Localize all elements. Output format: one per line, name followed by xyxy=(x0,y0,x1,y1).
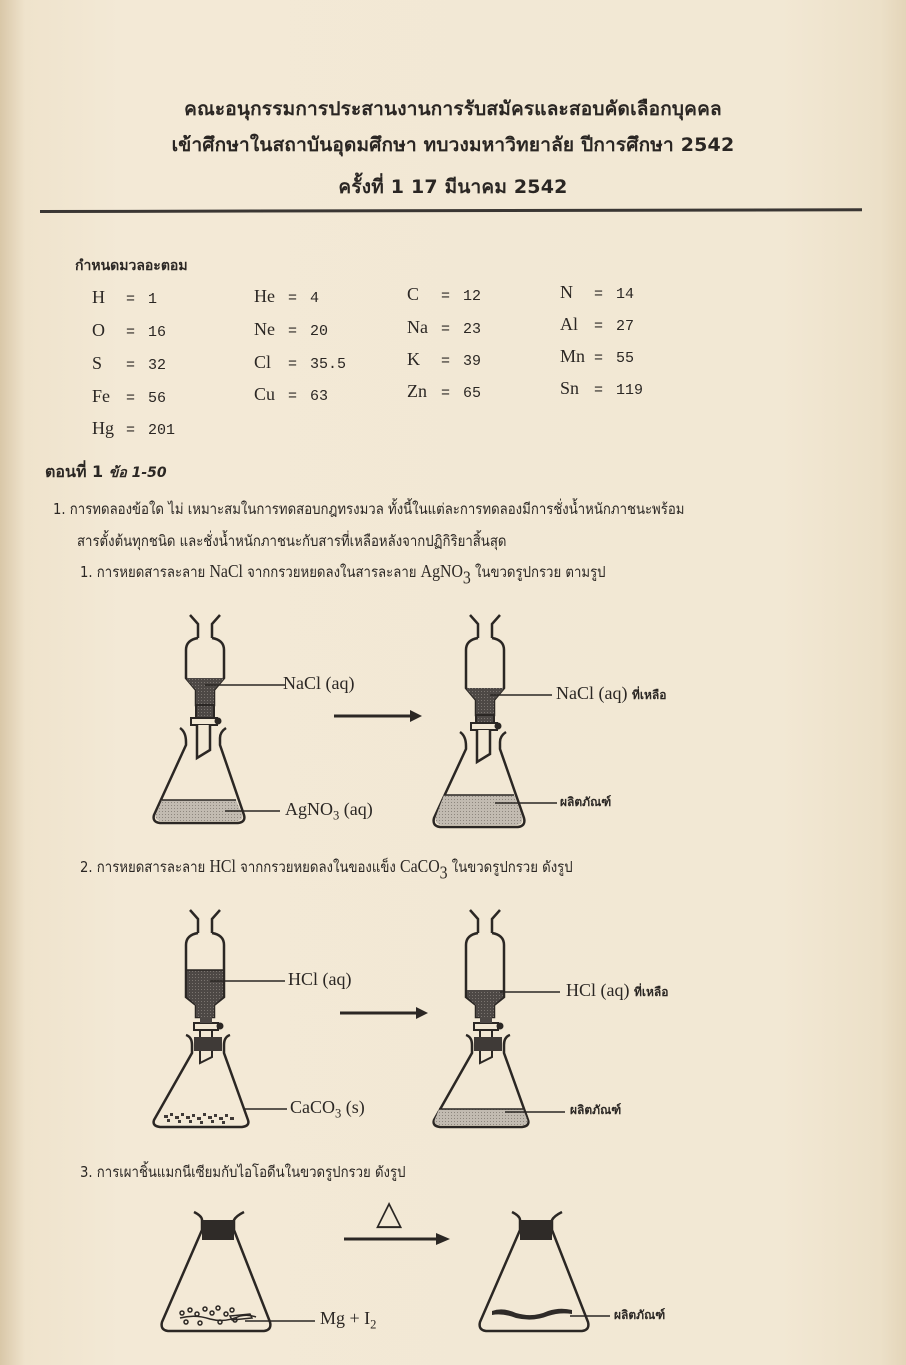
flask-product-after-icon xyxy=(478,1210,598,1340)
mass-entry: He = 4 xyxy=(254,286,320,307)
leader-line xyxy=(500,991,560,993)
mass-entry: Cu = 63 xyxy=(254,384,329,405)
reaction-arrow-icon xyxy=(340,1006,430,1020)
label-product: ผลิตภัณฑ์ xyxy=(614,1308,666,1322)
leader-line xyxy=(210,980,285,982)
heat-triangle-icon: △ xyxy=(376,1193,403,1233)
part-range: ข้อ 1-50 xyxy=(108,465,167,481)
mass-entry: N = 14 xyxy=(560,282,635,303)
label-hcl-remaining: HCl (aq) ที่เหลือ xyxy=(566,980,669,1000)
part-title: ตอนที่ 1 xyxy=(45,462,104,481)
reaction-arrow-icon xyxy=(334,709,424,723)
label-product: ผลิตภัณฑ์ xyxy=(560,795,612,809)
label-mg-i2: $Mg + I_2$ xyxy=(320,1308,377,1332)
leader-line xyxy=(570,1315,610,1317)
funnel-flask-caco3-after-icon xyxy=(430,905,570,1130)
leader-line xyxy=(225,810,280,812)
option-1-text: 1. การหยดสารละลาย NaCl จากกรวยหยดลงในสารละลาย AgNO$_3$ ในขวดรูปกรวย ตามรูป xyxy=(80,561,606,588)
mass-entry: Zn = 65 xyxy=(407,381,482,402)
header-line-2: เข้าศึกษาในสถาบันอุดมศึกษา ทบวงมหาวิทยาลัย ปีการศึกษา 2542 xyxy=(171,134,735,156)
mass-entry: C = 12 xyxy=(407,284,482,305)
mass-entry: H = 1 xyxy=(92,287,158,308)
reaction-arrow-icon xyxy=(344,1232,452,1246)
question-1-line-1: 1. การทดลองข้อใด ไม่ เหมาะสมในการทดสอบกฎทรงมวล ทั้งนี้ในแต่ละการทดลองมีการชั่งน้ำหนักภาชนะพร้อม xyxy=(53,500,685,518)
leader-line xyxy=(505,1111,565,1113)
mass-entry: Ne = 20 xyxy=(254,319,329,340)
label-nacl-aq: NaCl (aq) xyxy=(283,673,355,693)
mass-entry: Fe = 56 xyxy=(92,386,167,407)
leader-line xyxy=(245,1108,287,1110)
funnel-flask-caco3-before-icon xyxy=(150,905,290,1130)
leader-line xyxy=(495,802,557,804)
mass-entry: O = 16 xyxy=(92,320,167,341)
option-3-text: 3. การเผาชิ้นแมกนีเซียมกับไอโอดีนในขวดรูปกรวย ดังรูป xyxy=(80,1163,406,1181)
label-nacl-remaining: NaCl (aq) ที่เหลือ xyxy=(556,683,667,703)
header-divider xyxy=(40,208,862,213)
mass-entry: Cl = 35.5 xyxy=(254,352,347,373)
separatory-funnel-flask-before-icon xyxy=(150,610,290,835)
leader-line xyxy=(245,1320,315,1322)
mass-entry: Sn = 119 xyxy=(560,378,644,399)
header-line-3: ครั้งที่ 1 17 มีนาคม 2542 xyxy=(338,176,568,198)
mass-entry: Mn = 55 xyxy=(560,346,635,367)
header-line-1: คณะอนุกรรมการประสานงานการรับสมัครและสอบคัดเลือกบุคคล xyxy=(184,98,722,120)
label-product: ผลิตภัณฑ์ xyxy=(570,1103,622,1117)
option-2-text: 2. การหยดสารละลาย HCl จากกรวยหยดลงในของแข็ง CaCO$_3$ ในขวดรูปกรวย ดังรูป xyxy=(80,856,573,883)
mass-entry: K = 39 xyxy=(407,349,482,370)
leader-line xyxy=(490,694,552,696)
mass-entry: Hg = 201 xyxy=(92,418,176,439)
part-heading xyxy=(45,460,167,485)
label-hcl-aq: HCl (aq) xyxy=(288,969,352,989)
mass-entry: S = 32 xyxy=(92,353,167,374)
label-agno3-aq: AgNO$_3$ (aq) xyxy=(285,799,373,823)
question-1-line-2: สารตั้งต้นทุกชนิด และชั่งน้ำหนักภาชนะกับสารที่เหลือหลังจากปฏิกิริยาสิ้นสุด xyxy=(77,532,507,550)
leader-line xyxy=(205,684,285,686)
label-caco3-s: CaCO$_3$ (s) xyxy=(290,1097,365,1121)
mass-entry: Al = 27 xyxy=(560,314,635,335)
atomic-mass-label: กำหนดมวลอะตอม xyxy=(75,258,188,274)
mass-entry: Na = 23 xyxy=(407,317,482,338)
